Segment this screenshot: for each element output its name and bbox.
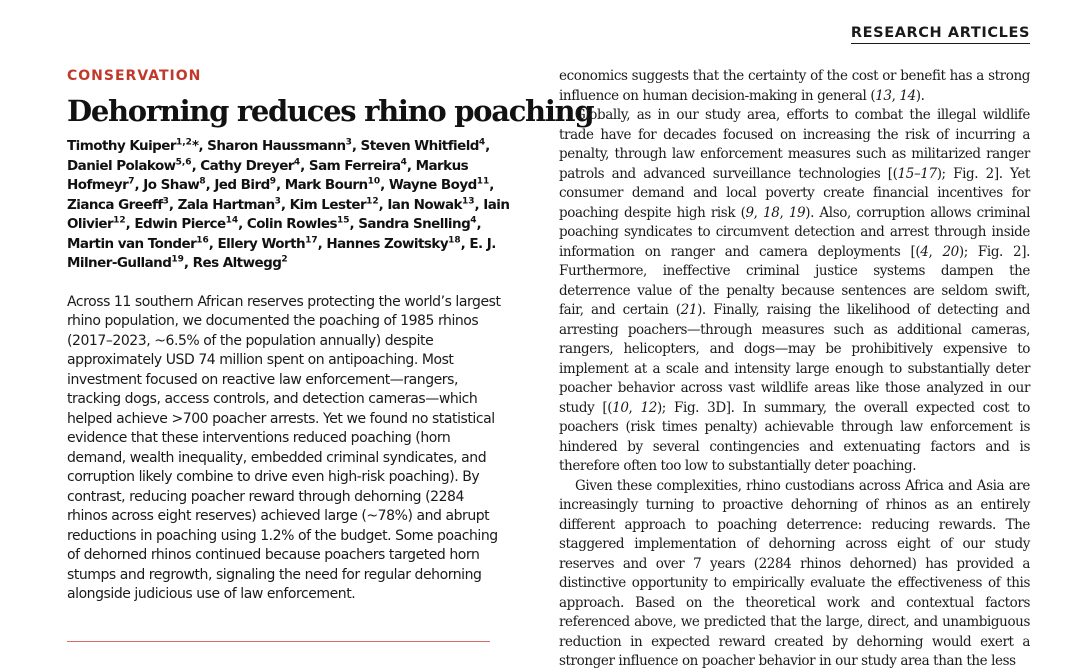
abstract-divider bbox=[67, 641, 490, 642]
section-header-label: RESEARCH ARTICLES bbox=[851, 25, 1030, 44]
abstract-column bbox=[67, 66, 594, 605]
body-paragraph: economics suggests that the certainty of the cost or benefit has a strong influence on human decision-making in general (13, 14). bbox=[559, 68, 1030, 104]
body-text-column bbox=[559, 67, 1030, 672]
section-label: CONSERVATION bbox=[67, 68, 202, 84]
article-title: Dehorning reduces rhino poaching bbox=[67, 94, 594, 128]
abstract-text: Across 11 southern African reserves protecting the world’s largest rhino population, we documented the poaching of 1985 rhinos (2017–2023, ~6.5% of the population annually) despite approximately USD 74 million spent on antipoaching. Most investment focused on reactive law enforcement—rangers, tracking dogs, access controls, and detection cameras—which helped achieve >700 poacher arrests. Yet we found no statistical evidence that these interventions reduced poaching (horn demand, wealth inequality, embedded criminal syndicates, and corruption likely combine to drive even high-risk poaching). By contrast, reducing poacher reward through dehorning (2284 rhinos across eight reserves) achieved large (~78%) and abrupt reductions in poaching using 1.2% of the budget. Some poaching of dehorned rhinos continued because poachers targeted horn stumps and regrowth, signaling the need for regular dehorning alongside judicious use of law enforcement. bbox=[67, 293, 501, 602]
body-paragraph: Globally, as in our study area, efforts to combat the illegal wildlife trade have for decades focused on increasing the risk of incurring a penalty, through law enforcement measures such as militarized ranger patrols and advanced surveillance technologies [(15–17); Fig. 2]. Yet consumer demand and local poverty create financial incentives for poaching despite high risk (9, 18, 19). Also, corruption allows criminal poaching syndicates to circumvent detection and arrest through inside information on ranger and camera deployments [(4, 20); Fig. 2]. Furthermore, ineffective criminal justice systems dampen the deterrence value of the penalty because sentences are seldom swift, fair, and certain (21). Finally, raising the likelihood of detecting and arresting poachers—through measures such as additional cameras, rangers, helicopters, and dogs—may be prohibitively expensive to implement at a scale and intensity large enough to substantially deter poacher behavior across vast wildlife areas like those analyzed in our study [(10, 12); Fig. 3D]. In summary, the overall expected cost to poachers (risk times penalty) achievable through law enforcement is hindered by several contingencies and extenuating factors and is therefore often too low to substantially deter poaching. bbox=[559, 107, 1030, 474]
body-paragraph: Given these complexities, rhino custodians across Africa and Asia are increasingly turning to proactive dehorning of rhinos as an entirely different approach to poaching deterrence: reducing rewards. The staggered implementation of dehorning across eight of our study reserves and over 7 years (2284 rhinos dehorned) has provided a distinctive opportunity to empirically evaluate the effectiveness of this approach. Based on the theoretical work and contextual factors referenced above, we predicted that the large, direct, and unambiguous reduction in expected reward created by dehorning would exert a stronger influence on poacher behavior in our study area than the less bbox=[559, 477, 1030, 669]
author-list: Timothy Kuiper$^{1,2}$*, Sharon Haussmann$^3$, Steven Whitfield$^4$, Daniel Polakow$^{5,6}$, Cathy Dreyer$^4$, Sam Ferreira$^4$, Markus Hofmeyr$^7$, Jo Shaw$^8$, Jed Bird$^9$, Mark Bourn$^{10}$, Wayne Boyd$^{11}$, Zianca Greeff$^3$, Zala Hartman$^3$, Kim Lester$^{12}$, Ian Nowak$^{13}$, Iain Olivier$^{12}$, Edwin Pierce$^{14}$, Colin Rowles$^{15}$, Sandra Snelling$^4$, Martin van Tonder$^{16}$, Ellery Worth$^{17}$, Hannes Zowitsky$^{18}$, E. J. Milner-Gulland$^{19}$, Res Altwegg$^2$ bbox=[67, 137, 510, 271]
